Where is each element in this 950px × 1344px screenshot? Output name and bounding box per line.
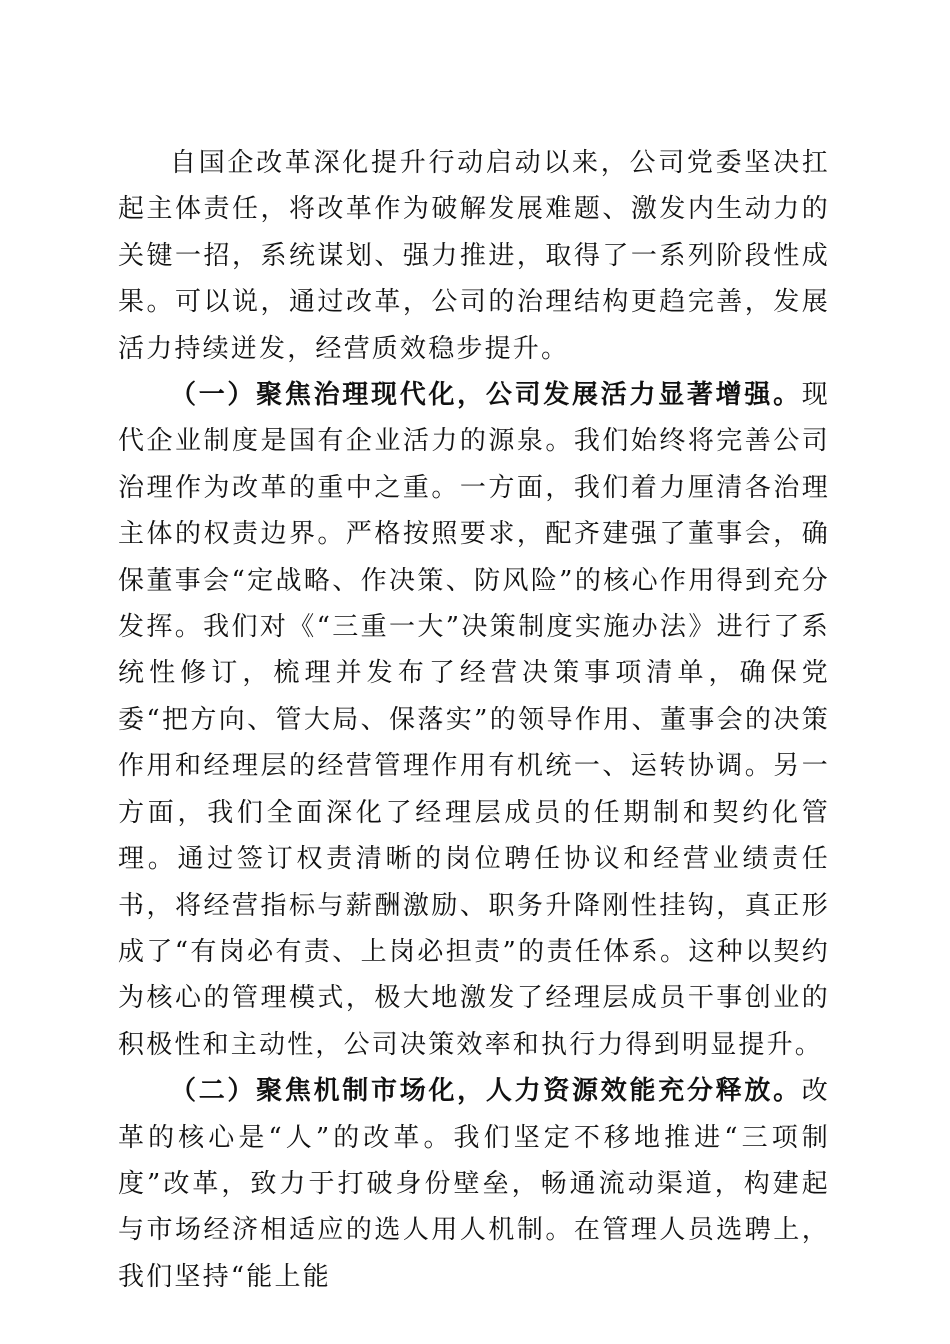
section-1-heading: （一）聚焦治理现代化，公司发展活力显著增强。	[170, 380, 802, 411]
paragraph-intro	[118, 140, 830, 372]
section-1-text: 现代企业制度是国有企业活力的源泉。我们始终将完善公司治理作为改革的重中之重。一方面，我们着力厘清各治理主体的权责边界。严格按照要求，配齐建强了董事会，确保董事会“定战略、作决策、防风险”的核心作用得到充分发挥。我们对《“三重一大”决策制度实施办法》进行了系统性修订，梳理并发布了经营决策事项清单，确保党委“把方向、管大局、保落实”的领导作用、董事会的决策作用和经理层的经营管理作用有机统一、运转协调。另一方面，我们全面深化了经理层成员的任期制和契约化管理。通过签订权责清晰的岗位聘任协议和经营业绩责任书，将经营指标与薪酬激励、职务升降刚性挂钩，真正形成了“有岗必有责、上岗必担责”的责任体系。这种以契约为核心的管理模式，极大地激发了经理层成员干事创业的积极性和主动性，公司决策效率和执行力得到明显提升。	[118, 380, 830, 1060]
paragraph-section-1	[118, 372, 830, 1068]
paragraph-section-2	[118, 1068, 830, 1300]
paragraph-intro-text: 自国企改革深化提升行动启动以来，公司党委坚决扛起主体责任，将改革作为破解发展难题、激发内生动力的关键一招，系统谋划、强力推进，取得了一系列阶段性成果。可以说，通过改革，公司的治理结构更趋完善，发展活力持续迸发，经营质效稳步提升。	[118, 148, 830, 364]
document-body	[118, 140, 830, 1300]
section-2-text: 改革的核心是“人”的改革。我们坚定不移地推进“三项制度”改革，致力于打破身份壁垒，畅通流动渠道，构建起与市场经济相适应的选人用人机制。在管理人员选聘上，我们坚持“能上能	[118, 1076, 830, 1292]
section-2-heading: （二）聚焦机制市场化，人力资源效能充分释放。	[170, 1076, 802, 1107]
